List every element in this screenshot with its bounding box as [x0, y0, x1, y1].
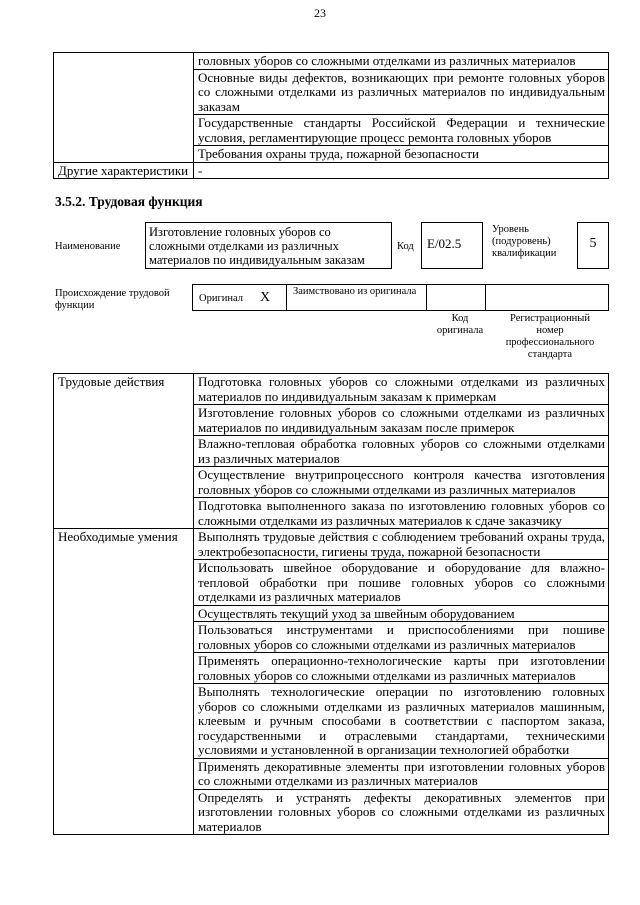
origin-label: Происхождение трудовой функции — [55, 288, 170, 311]
table-cell: Основные виды дефектов, возникающих при ремонте головных уборов со сложными отделками из различных материалов по индивидуальным заказам — [194, 69, 609, 115]
borrowed-box — [286, 284, 427, 311]
labor-function-table — [53, 373, 609, 835]
group-label-skills: Необходимые умения — [54, 529, 194, 835]
table-row — [54, 162, 609, 179]
function-name-field: Изготовление головных уборов со сложными отделками из различных материалов по индивидуальным заказам — [145, 222, 392, 269]
borrowed-label: Заимствовано из оригинала — [293, 286, 417, 297]
table-cell: головных уборов со сложными отделками из различных материалов — [194, 53, 609, 70]
labor-action-item: Влажно-тепловая обработка головных уборов со сложными отделками из различных материалов — [194, 436, 609, 467]
code-original-box — [426, 284, 486, 311]
table-cell: Государственные стандарты Российской Федерации и технические условия, регламентирующие процесс ремонта головных уборов — [194, 115, 609, 146]
skill-item: Пользоваться инструментами и приспособлениями при пошиве головных уборов со сложными отделками из различных материалов — [194, 622, 609, 653]
skill-item: Выполнять технологические операции по изготовлению головных уборов со сложными отделками из различных материалов машинным, клеевым и ручным способами в соответствии с паспортом заказа, государственными и отраслевыми стандартами, техническими условиями и установленной в организации технологией обработки — [194, 684, 609, 759]
code-field: E/02.5 — [421, 222, 483, 269]
original-box — [192, 284, 287, 311]
row-label: Другие характеристики — [54, 162, 194, 179]
labor-action-item: Осуществление внутрипроцессного контроля качества изготовления головных уборов со сложными отделками из различных материалов — [194, 467, 609, 498]
code-label: Код — [397, 241, 414, 252]
skill-item: Определять и устранять дефекты декоративных элементов при изготовлении головных уборов со сложными отделками из различных материалов — [194, 789, 609, 835]
reg-number-caption: Регистрационный номер профессионального стандарта — [505, 313, 595, 360]
section-heading: 3.5.2. Трудовая функция — [55, 194, 203, 209]
page-number: 23 — [314, 6, 326, 20]
original-label: Оригинал — [199, 293, 243, 304]
skill-item: Применять декоративные элементы при изготовлении головных уборов со сложными отделками из различных материалов — [194, 758, 609, 789]
reg-number-box — [485, 284, 609, 311]
skill-item: Выполнять трудовые действия с соблюдением требований охраны труда, электробезопасности, гигиены труда, пожарной безопасности — [194, 529, 609, 560]
labor-action-item: Подготовка головных уборов со сложными отделками из различных материалов по индивидуальным заказам к примеркам — [194, 374, 609, 405]
table-row — [54, 529, 609, 560]
original-mark: X — [260, 290, 271, 305]
table-cell: Требования охраны труда, пожарной безопасности — [194, 146, 609, 163]
code-original-caption: Код оригинала — [436, 313, 484, 336]
table-row — [54, 53, 609, 70]
row-label — [54, 53, 194, 163]
name-label: Наименование — [55, 241, 121, 252]
level-label: Уровень (подуровень) квалификации — [492, 224, 557, 259]
skill-item: Осуществлять текущий уход за швейным оборудованием — [194, 605, 609, 622]
labor-action-item: Изготовление головных уборов со сложными отделками из различных материалов по индивидуальным заказам после примерок — [194, 405, 609, 436]
table-row — [54, 374, 609, 405]
labor-action-item: Подготовка выполненного заказа по изготовлению головных уборов со сложными отделками из различных материалов к сдаче заказчику — [194, 498, 609, 529]
skill-item: Применять операционно-технологические карты при изготовлении головных уборов со сложными отделками из различных материалов — [194, 653, 609, 684]
table-cell: - — [194, 162, 609, 179]
knowledge-continuation-table — [53, 52, 609, 179]
level-field: 5 — [577, 222, 609, 269]
skill-item: Использовать швейное оборудование и оборудование для влажно-тепловой обработки при пошиве головных уборов со сложными отделками из различных материалов — [194, 560, 609, 606]
group-label-labor-actions: Трудовые действия — [54, 374, 194, 529]
